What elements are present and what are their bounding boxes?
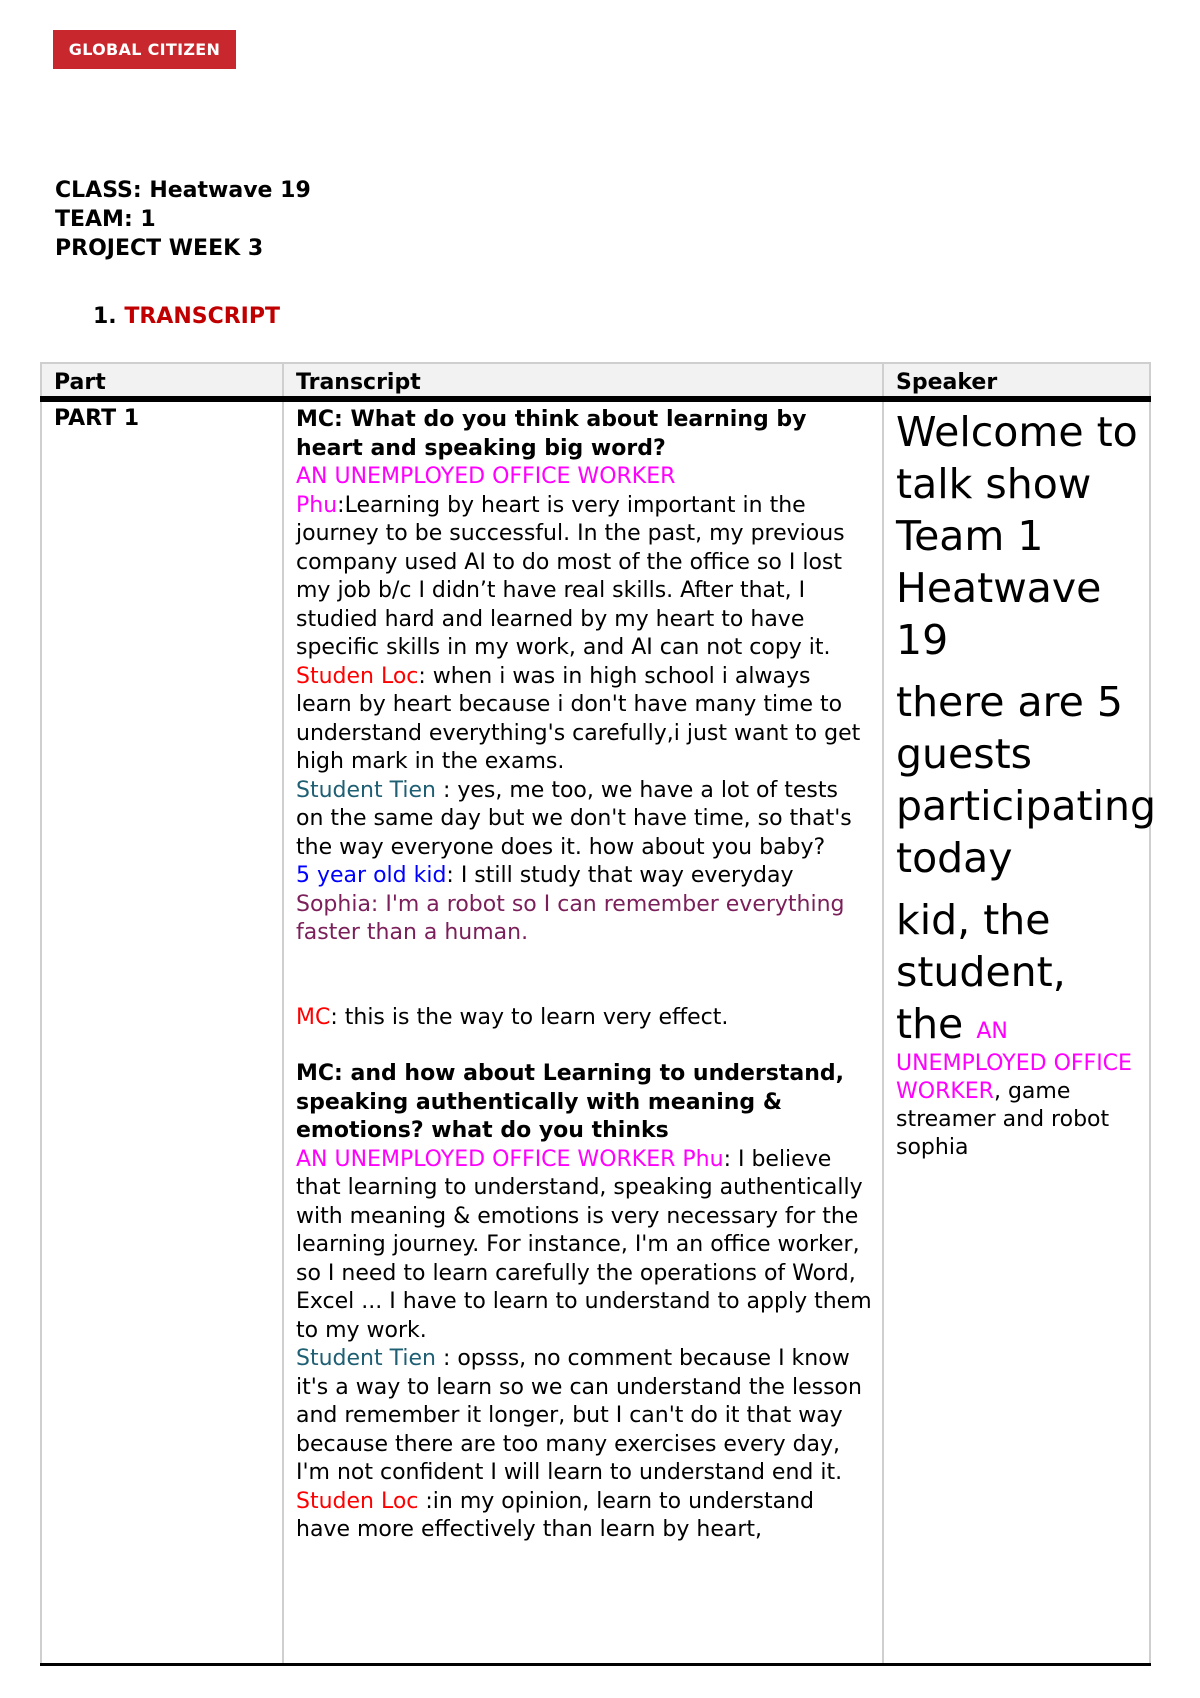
speaker-tien: Student Tien (296, 777, 436, 803)
answer-text: : opsss, no comment because I know it's a way to learn so we can understand the lesson and remember it longer, but I can't do it that way because there are too many exercises every day, I'm not confident I will learn to understand end it. (296, 1346, 862, 1485)
header-transcript: Transcript (283, 363, 883, 399)
speaker-mc: MC (296, 1004, 331, 1030)
header-speaker: Speaker (883, 363, 1150, 399)
answer-loc-1 (296, 663, 872, 777)
speaker-phu: AN UNEMPLOYED OFFICE WORKER Phu (296, 1146, 724, 1172)
table-row (41, 399, 1150, 1665)
comment-text: : this is the way to learn very effect. (330, 1004, 729, 1030)
team-line: TEAM: 1 (55, 207, 156, 232)
spacer (296, 1032, 872, 1060)
header-part: Part (41, 363, 283, 399)
global-citizen-logo: GLOBAL CITIZEN (53, 30, 236, 69)
speaker-cell (883, 399, 1157, 1665)
guest-role: AN UNEMPLOYED OFFICE WORKER (896, 1019, 1132, 1104)
answer-kid-1 (296, 862, 872, 891)
guest-list-big: kid, the student, the (896, 896, 1066, 1048)
section-heading (93, 304, 280, 329)
mc-question-1: MC: What do you think about learning by heart and speaking big word? (296, 407, 807, 461)
speaker-guests: there are 5 guests participating today (896, 678, 1157, 882)
answer-text: :in my opinion, learn to understand have more effectively than learn by heart, (296, 1488, 814, 1542)
document-meta (55, 176, 311, 263)
mc-question-2: MC: and how about Learning to understand, speaking authentically with meaning & emotions? what do you thinks (296, 1061, 844, 1143)
table-header-row (41, 363, 1150, 399)
answer-text: : I believe that learning to understand, speaking authentically with meaning & emotions is very necessary for the learning journey. For instance, I'm an office worker, so I need to learn carefully the operations of Word, Excel ... I have to learn to understand to apply them to my work. (296, 1146, 872, 1343)
speaker-phu: Phu (296, 492, 338, 518)
answer-phu-1 (296, 492, 872, 663)
answer-tien-1 (296, 777, 872, 863)
transcript-table (40, 362, 1157, 1666)
speaker-loc: Studen Loc (296, 1488, 419, 1514)
transcript-cell (283, 399, 883, 1665)
speaker-guest-list (896, 894, 1139, 1162)
answer-text: : when i was in high school i always learn by heart because i don't have many time to understand everything's carefully,i just want to get high mark in the exams. (296, 663, 861, 774)
spacer (296, 948, 872, 1004)
role-unemployed-office-worker: AN UNEMPLOYED OFFICE WORKER (296, 464, 676, 489)
answer-text: : I still study that way everyday (446, 863, 794, 888)
answer-sophia-1: Sophia: I'm a robot so I can remember everything faster than a human. (296, 891, 845, 945)
section-title: TRANSCRIPT (124, 304, 280, 329)
answer-text: : yes, me too, we have a lot of tests on the same day but we don't have time, so that's the way everyone does it. how about you baby? (296, 777, 852, 860)
speaker-kid: 5 year old kid (296, 863, 447, 888)
answer-phu-2 (296, 1146, 872, 1346)
guest-list-rest: , game streamer and robot sophia (896, 1079, 1110, 1160)
class-line: CLASS: Heatwave 19 (55, 178, 311, 203)
mc-comment (296, 1004, 872, 1033)
answer-loc-2 (296, 1488, 872, 1545)
answer-tien-2 (296, 1345, 872, 1488)
speaker-loc: Studen Loc (296, 663, 419, 689)
part-cell: PART 1 (41, 399, 283, 1665)
project-line: PROJECT WEEK 3 (55, 236, 264, 261)
speaker-tien: Student Tien (296, 1346, 436, 1371)
speaker-welcome: Welcome to talk show Team 1 Heatwave 19 (896, 408, 1138, 664)
section-number: 1. (93, 304, 117, 329)
answer-text: :Learning by heart is very important in the journey to be successful. In the past, my previous company used AI to do most of the office so I lost my job b/c I didn’t have real skills. After that, I studied hard and learned by my heart to have specific skills in my work, and AI can not copy it. (296, 492, 845, 660)
